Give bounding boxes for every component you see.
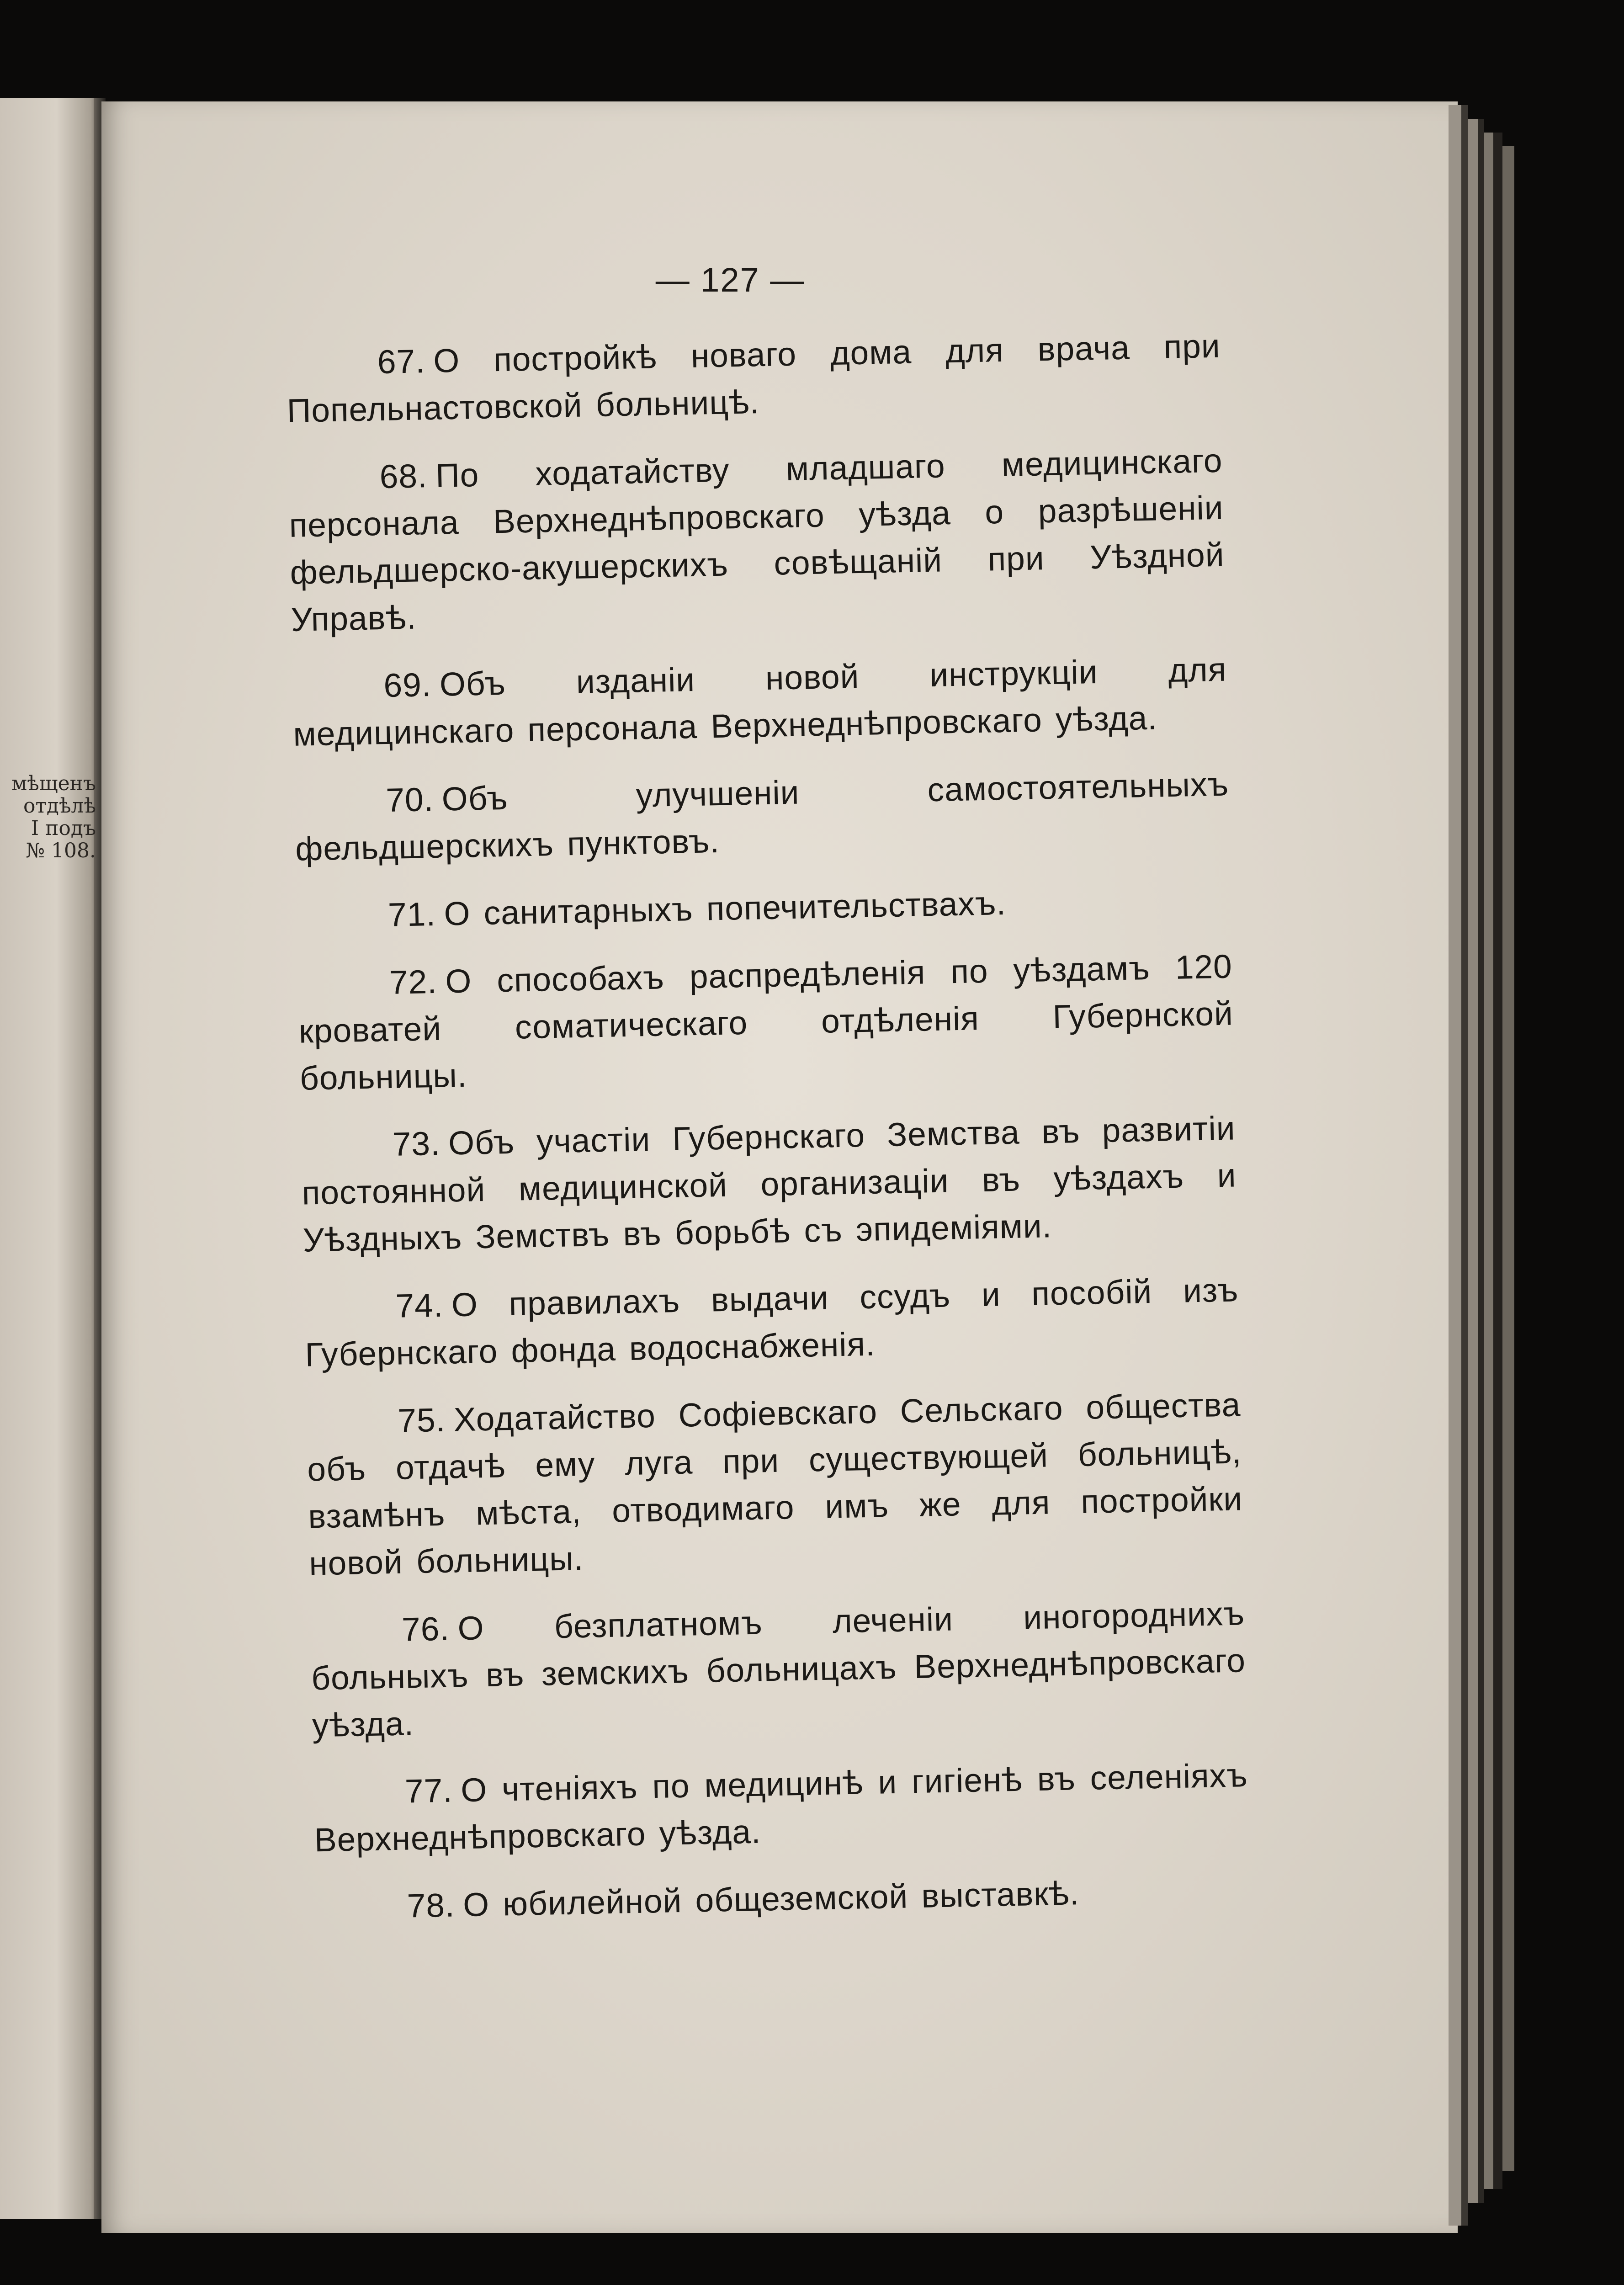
item-number: 70. [385, 781, 434, 819]
item-number: 78. [407, 1886, 456, 1925]
agenda-item [306, 1381, 1244, 1587]
page-edge [1449, 105, 1461, 2226]
left-line: I подъ [31, 817, 96, 840]
agenda-item [313, 1752, 1249, 1864]
item-text: О правилахъ выдачи ссудъ и пособій изъ Губернскаго фонда водоснабженія. [304, 1271, 1239, 1374]
item-text: О санитарныхъ попечительствахъ. [443, 884, 1007, 933]
item-text: Объ участіи Губернскаго Земства въ развитіи постоянной медицинской организаціи въ уѣздахъ и Уѣздныхъ Земствъ въ борьбѣ съ эпидеміями. [302, 1110, 1237, 1259]
agenda-item [286, 323, 1222, 435]
item-number: 72. [389, 963, 438, 1001]
agenda-item [296, 876, 1231, 941]
item-number: 68. [379, 457, 428, 496]
agenda-item [294, 761, 1230, 873]
item-number: 74. [395, 1286, 444, 1325]
item-number: 69. [383, 666, 432, 705]
left-line: № 108. [26, 840, 96, 862]
item-text: По ходатайству младшаго медицинскаго персонала Верхнеднѣпровскаго уѣзда о разрѣшеніи фельдшерско-акушерскихъ совѣщаній при Уѣздной Управѣ. [289, 442, 1225, 638]
item-number: 75. [397, 1401, 446, 1440]
page-number: — 127 — [655, 261, 805, 299]
page-edge [1502, 146, 1514, 2171]
page-edge [1468, 119, 1478, 2203]
agenda-list [286, 323, 1251, 1952]
agenda-item [304, 1266, 1240, 1378]
item-number: 67. [377, 343, 426, 381]
agenda-item [315, 1866, 1251, 1931]
item-text: Объ улучшеніи самостоятельныхъ фельдшерскихъ пунктовъ. [295, 765, 1229, 868]
left-facing-page [0, 98, 103, 2219]
page-edge [1493, 133, 1502, 2189]
left-line: отдѣлѣ [23, 795, 96, 817]
agenda-item [297, 943, 1235, 1102]
item-text: О постройкѣ новаго дома для врача при Попельнастовской больницѣ. [287, 327, 1221, 430]
agenda-item [310, 1590, 1247, 1749]
item-text: Ходатайство Софіевскаго Сельскаго общества объ отдачѣ ему луга при существующей больницѣ, взамѣнъ мѣста, отводимаго имъ же для постройки новой больницы. [307, 1386, 1243, 1583]
page-edge [1461, 105, 1468, 2226]
item-number: 73. [392, 1125, 441, 1163]
agenda-item [288, 437, 1226, 643]
item-number: 71. [387, 895, 436, 934]
item-number: 76. [401, 1610, 450, 1648]
item-text: О безплатномъ леченіи иногороднихъ больныхъ въ земскихъ больницахъ Верхнеднѣпровскаго уѣзда. [311, 1595, 1246, 1744]
page-edge [1478, 119, 1484, 2203]
item-text: Объ изданіи новой инструкціи для медицинскаго персонала Верхнеднѣпровскаго уѣзда. [292, 651, 1227, 753]
item-number: 77. [404, 1772, 453, 1810]
item-text: О способахъ распредѣленія по уѣздамъ 120 кроватей соматическаго отдѣленія Губернской больницы. [298, 948, 1234, 1097]
left-page-text-fragment [0, 772, 96, 862]
page-edge [1484, 133, 1493, 2189]
agenda-item [301, 1105, 1238, 1264]
item-text: О юбилейной общеземской выставкѣ. [462, 1875, 1080, 1924]
agenda-item [292, 646, 1228, 758]
left-line: мѣщенъ [11, 772, 96, 795]
item-text: О чтеніяхъ по медицинѣ и гигіенѣ въ селеніяхъ Верхнеднѣпровскаго уѣзда. [314, 1757, 1248, 1859]
